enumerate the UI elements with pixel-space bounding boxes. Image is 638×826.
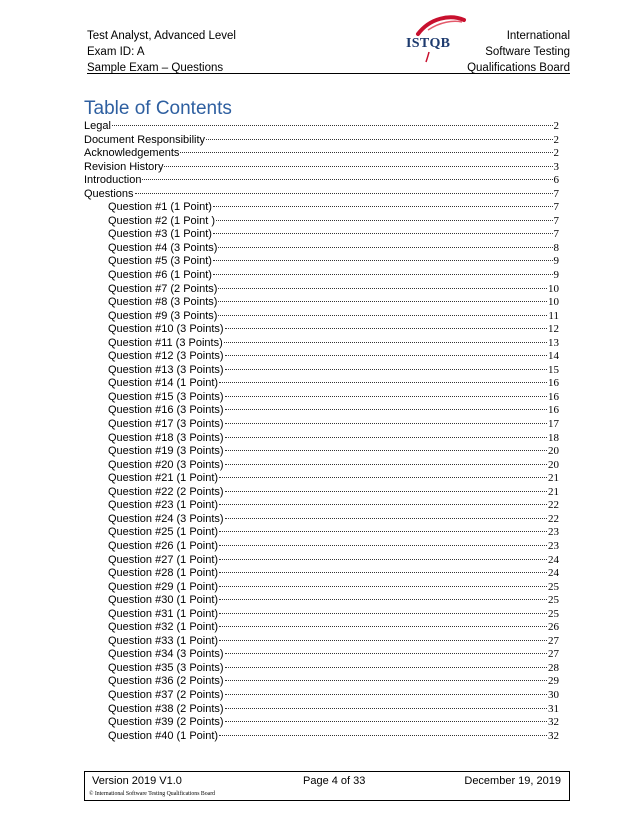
toc-entry[interactable] — [84, 445, 559, 459]
toc-entry[interactable] — [84, 513, 559, 527]
toc-leader-dots — [225, 409, 547, 410]
toc-entry-label: Question #34 (3 Points) — [108, 648, 224, 661]
toc-entry-label: Question #13 (3 Points) — [108, 363, 224, 376]
footer-version: Version 2019 V1.0 — [92, 775, 182, 787]
toc-entry-label: Question #11 (3 Points) — [108, 336, 223, 349]
toc-entry-page: 2 — [553, 133, 559, 146]
toc-entry[interactable] — [84, 310, 559, 324]
toc-leader-dots — [225, 518, 547, 519]
footer-page-number: Page 4 of 33 — [303, 775, 366, 787]
toc-entry-label: Question #33 (1 Point) — [108, 634, 219, 647]
toc-entry-label: Question #22 (2 Points) — [108, 485, 224, 498]
toc-entry-label: Question #38 (2 Points) — [108, 702, 224, 715]
toc-entry-label: Question #2 (1 Point ) — [108, 214, 216, 227]
toc-leader-dots — [225, 355, 547, 356]
toc-entry-label: Question #31 (1 Point) — [108, 607, 219, 620]
toc-entry-label: Question #32 (1 Point) — [108, 621, 219, 634]
header-doc-title: Test Analyst, Advanced Level — [87, 30, 236, 42]
toc-leader-dots — [219, 545, 547, 546]
toc-leader-dots — [225, 721, 547, 722]
toc-entry-label: Introduction — [84, 174, 142, 187]
toc-leader-dots — [224, 342, 547, 343]
toc-entry[interactable] — [84, 459, 559, 473]
header-left-block — [87, 28, 236, 76]
toc-entry-page: 21 — [548, 485, 559, 498]
toc-entry[interactable] — [84, 269, 559, 283]
toc-entry-label: Question #16 (3 Points) — [108, 404, 224, 417]
toc-entry-label: Question #35 (3 Points) — [108, 661, 224, 674]
toc-entry-page: 13 — [548, 336, 559, 349]
toc-entry-page: 9 — [553, 269, 559, 282]
toc-entry-page: 27 — [548, 648, 559, 661]
toc-leader-dots — [219, 477, 547, 478]
toc-entry-label: Question #40 (1 Point) — [108, 729, 219, 742]
toc-entry-label: Question #7 (2 Points) — [108, 282, 218, 295]
toc-entry-label: Question #6 (1 Point) — [108, 269, 212, 282]
toc-entry-page: 6 — [553, 174, 559, 187]
toc-entry[interactable] — [84, 391, 559, 405]
toc-entry-page: 2 — [553, 147, 559, 160]
toc-entry-label: Question #39 (2 Points) — [108, 716, 224, 729]
toc-entry-page: 17 — [548, 418, 559, 431]
toc-entry-page: 24 — [548, 553, 559, 566]
header-divider — [87, 73, 570, 74]
toc-entry[interactable] — [84, 581, 559, 595]
toc-leader-dots — [225, 464, 547, 465]
toc-leader-dots — [219, 586, 547, 587]
toc-entry-label: Question #30 (1 Point) — [108, 594, 219, 607]
toc-leader-dots — [218, 315, 547, 316]
toc-entry-label: Legal — [84, 120, 111, 132]
toc-entry[interactable] — [84, 134, 559, 148]
header-org-line-1: International — [506, 30, 570, 42]
toc-entry-page: 32 — [548, 716, 559, 729]
toc-entry-label: Question #36 (2 Points) — [108, 675, 224, 688]
toc-entry-page: 16 — [548, 390, 559, 403]
toc-entry-page: 11 — [548, 309, 559, 322]
toc-entry[interactable] — [84, 147, 559, 161]
toc-leader-dots — [225, 491, 547, 492]
toc-entry-page: 23 — [548, 526, 559, 539]
toc-entry-label: Question #12 (3 Points) — [108, 350, 224, 363]
toc-title: Table of Contents — [84, 98, 232, 119]
toc-entry[interactable] — [84, 255, 559, 269]
toc-entry-label: Question #9 (3 Points) — [108, 309, 218, 322]
toc-entry[interactable] — [84, 594, 559, 608]
toc-leader-dots — [219, 735, 547, 736]
toc-leader-dots — [225, 328, 547, 329]
toc-entry-label: Question #19 (3 Points) — [108, 445, 224, 458]
toc-entry-page: 10 — [548, 282, 559, 295]
toc-leader-dots — [219, 382, 547, 383]
toc-leader-dots — [225, 450, 547, 451]
toc-entry-label: Question #26 (1 Point) — [108, 539, 219, 552]
toc-entry[interactable] — [84, 174, 559, 188]
toc-leader-dots — [219, 599, 547, 600]
header-org-line-3: Qualifications Board — [467, 62, 570, 74]
toc-entry-label: Question #5 (3 Point) — [108, 255, 212, 268]
toc-entry[interactable] — [84, 323, 559, 337]
toc-entry-page: 27 — [548, 634, 559, 647]
toc-entry[interactable] — [84, 703, 559, 717]
toc-entry[interactable] — [84, 350, 559, 364]
footer-copyright: © International Software Testing Qualifications Board — [89, 791, 216, 797]
toc-entry[interactable] — [84, 161, 559, 175]
table-of-contents — [84, 120, 559, 743]
toc-entry[interactable] — [84, 554, 559, 568]
toc-entry-page: 23 — [548, 539, 559, 552]
toc-leader-dots — [219, 626, 547, 627]
toc-entry[interactable] — [84, 730, 559, 744]
toc-leader-dots — [142, 179, 552, 180]
toc-entry-label: Question #37 (2 Points) — [108, 688, 224, 701]
footer-date: December 19, 2019 — [464, 775, 561, 787]
toc-entry-page: 18 — [548, 431, 559, 444]
toc-leader-dots — [218, 288, 547, 289]
toc-entry[interactable] — [84, 716, 559, 730]
toc-entry-page: 25 — [548, 607, 559, 620]
toc-entry[interactable] — [84, 567, 559, 581]
toc-leader-dots — [112, 125, 553, 126]
toc-entry[interactable] — [84, 215, 559, 229]
page-header — [87, 22, 570, 74]
toc-leader-dots — [180, 152, 552, 153]
toc-entry[interactable] — [84, 337, 559, 351]
toc-entry-page: 14 — [548, 350, 559, 363]
toc-leader-dots — [135, 193, 553, 194]
toc-leader-dots — [225, 369, 547, 370]
toc-leader-dots — [225, 708, 547, 709]
toc-entry-page: 25 — [548, 594, 559, 607]
toc-entry[interactable] — [84, 526, 559, 540]
toc-entry[interactable] — [84, 608, 559, 622]
toc-entry-label: Question #28 (1 Point) — [108, 567, 219, 580]
toc-leader-dots — [219, 613, 547, 614]
toc-entry[interactable] — [84, 648, 559, 662]
toc-entry-label: Document Responsibility — [84, 133, 206, 146]
toc-leader-dots — [213, 233, 553, 234]
toc-entry-page: 25 — [548, 580, 559, 593]
toc-leader-dots — [225, 667, 547, 668]
toc-entry-label: Acknowledgements — [84, 147, 180, 160]
header-exam-id: Exam ID: A — [87, 46, 145, 58]
toc-leader-dots — [219, 572, 547, 573]
toc-leader-dots — [213, 260, 553, 261]
toc-entry-label: Revision History — [84, 160, 164, 173]
toc-entry-page: 2 — [553, 120, 559, 132]
toc-entry-label: Question #27 (1 Point) — [108, 553, 219, 566]
toc-entry[interactable] — [84, 689, 559, 703]
toc-entry-page: 16 — [548, 404, 559, 417]
header-doc-subtitle: Sample Exam – Questions — [87, 62, 224, 74]
toc-entry-label: Question #20 (3 Points) — [108, 458, 224, 471]
toc-entry-page: 26 — [548, 621, 559, 634]
toc-entry[interactable] — [84, 472, 559, 486]
toc-entry-page: 16 — [548, 377, 559, 390]
toc-entry-label: Question #24 (3 Points) — [108, 512, 224, 525]
toc-entry-label: Question #10 (3 Points) — [108, 323, 224, 336]
toc-entry[interactable] — [84, 120, 559, 134]
toc-entry[interactable] — [84, 201, 559, 215]
toc-entry[interactable] — [84, 377, 559, 391]
toc-entry-label: Question #14 (1 Point) — [108, 377, 219, 390]
toc-entry-page: 9 — [553, 255, 559, 268]
toc-entry-page: 12 — [548, 323, 559, 336]
toc-entry-label: Question #21 (1 Point) — [108, 472, 219, 485]
toc-entry[interactable] — [84, 364, 559, 378]
toc-entry[interactable] — [84, 188, 559, 202]
toc-entry-page: 10 — [548, 296, 559, 309]
toc-entry-page: 22 — [548, 499, 559, 512]
toc-leader-dots — [219, 640, 547, 641]
toc-entry[interactable] — [84, 404, 559, 418]
toc-entry-page: 7 — [553, 201, 559, 214]
header-org-line-2: Software Testing — [485, 46, 570, 58]
toc-entry[interactable] — [84, 486, 559, 500]
toc-entry-label: Question #25 (1 Point) — [108, 526, 219, 539]
toc-entry[interactable] — [84, 418, 559, 432]
toc-entry[interactable] — [84, 283, 559, 297]
toc-entry-page: 29 — [548, 675, 559, 688]
toc-entry-label: Question #1 (1 Point) — [108, 201, 212, 214]
toc-leader-dots — [225, 423, 547, 424]
toc-entry[interactable] — [84, 296, 559, 310]
toc-entry[interactable] — [84, 242, 559, 256]
toc-leader-dots — [225, 437, 547, 438]
toc-entry-page: 31 — [548, 702, 559, 715]
toc-entry-page: 15 — [548, 363, 559, 376]
toc-leader-dots — [213, 274, 553, 275]
istqb-logo — [398, 14, 470, 64]
toc-entry-label: Questions — [84, 187, 134, 200]
toc-entry-label: Question #15 (3 Points) — [108, 390, 224, 403]
toc-leader-dots — [225, 653, 547, 654]
toc-entry-page: 32 — [548, 729, 559, 742]
toc-leader-dots — [219, 531, 547, 532]
toc-entry-page: 28 — [548, 661, 559, 674]
toc-entry-page: 8 — [553, 241, 559, 254]
toc-entry-page: 7 — [553, 187, 559, 200]
toc-leader-dots — [213, 206, 553, 207]
toc-entry-page: 24 — [548, 567, 559, 580]
toc-entry[interactable] — [84, 540, 559, 554]
toc-entry[interactable] — [84, 675, 559, 689]
toc-entry-label: Question #4 (3 Points) — [108, 241, 218, 254]
toc-leader-dots — [206, 139, 552, 140]
toc-entry-page: 20 — [548, 445, 559, 458]
header-right-block — [467, 28, 570, 76]
toc-leader-dots — [216, 220, 552, 221]
toc-entry-page: 20 — [548, 458, 559, 471]
toc-entry[interactable] — [84, 621, 559, 635]
toc-leader-dots — [218, 247, 552, 248]
toc-entry-label: Question #3 (1 Point) — [108, 228, 212, 241]
toc-leader-dots — [225, 694, 547, 695]
toc-entry[interactable] — [84, 635, 559, 649]
toc-entry-label: Question #18 (3 Points) — [108, 431, 224, 444]
toc-leader-dots — [164, 166, 552, 167]
toc-entry-label: Question #23 (1 Point) — [108, 499, 219, 512]
toc-entry[interactable] — [84, 228, 559, 242]
toc-entry-label: Question #17 (3 Points) — [108, 418, 224, 431]
toc-entry[interactable] — [84, 499, 559, 513]
toc-leader-dots — [218, 301, 547, 302]
toc-entry[interactable] — [84, 662, 559, 676]
toc-entry-page: 7 — [553, 228, 559, 241]
toc-entry-page: 22 — [548, 512, 559, 525]
toc-entry-label: Question #8 (3 Points) — [108, 296, 218, 309]
toc-leader-dots — [219, 504, 547, 505]
toc-entry-page: 30 — [548, 688, 559, 701]
toc-leader-dots — [225, 396, 547, 397]
toc-entry-page: 7 — [553, 214, 559, 227]
logo-text: ISTQB — [406, 36, 451, 51]
toc-entry[interactable] — [84, 432, 559, 446]
toc-leader-dots — [225, 680, 547, 681]
toc-entry-page: 21 — [548, 472, 559, 485]
toc-entry-label: Question #29 (1 Point) — [108, 580, 219, 593]
toc-entry-page: 3 — [553, 160, 559, 173]
toc-leader-dots — [219, 559, 547, 560]
